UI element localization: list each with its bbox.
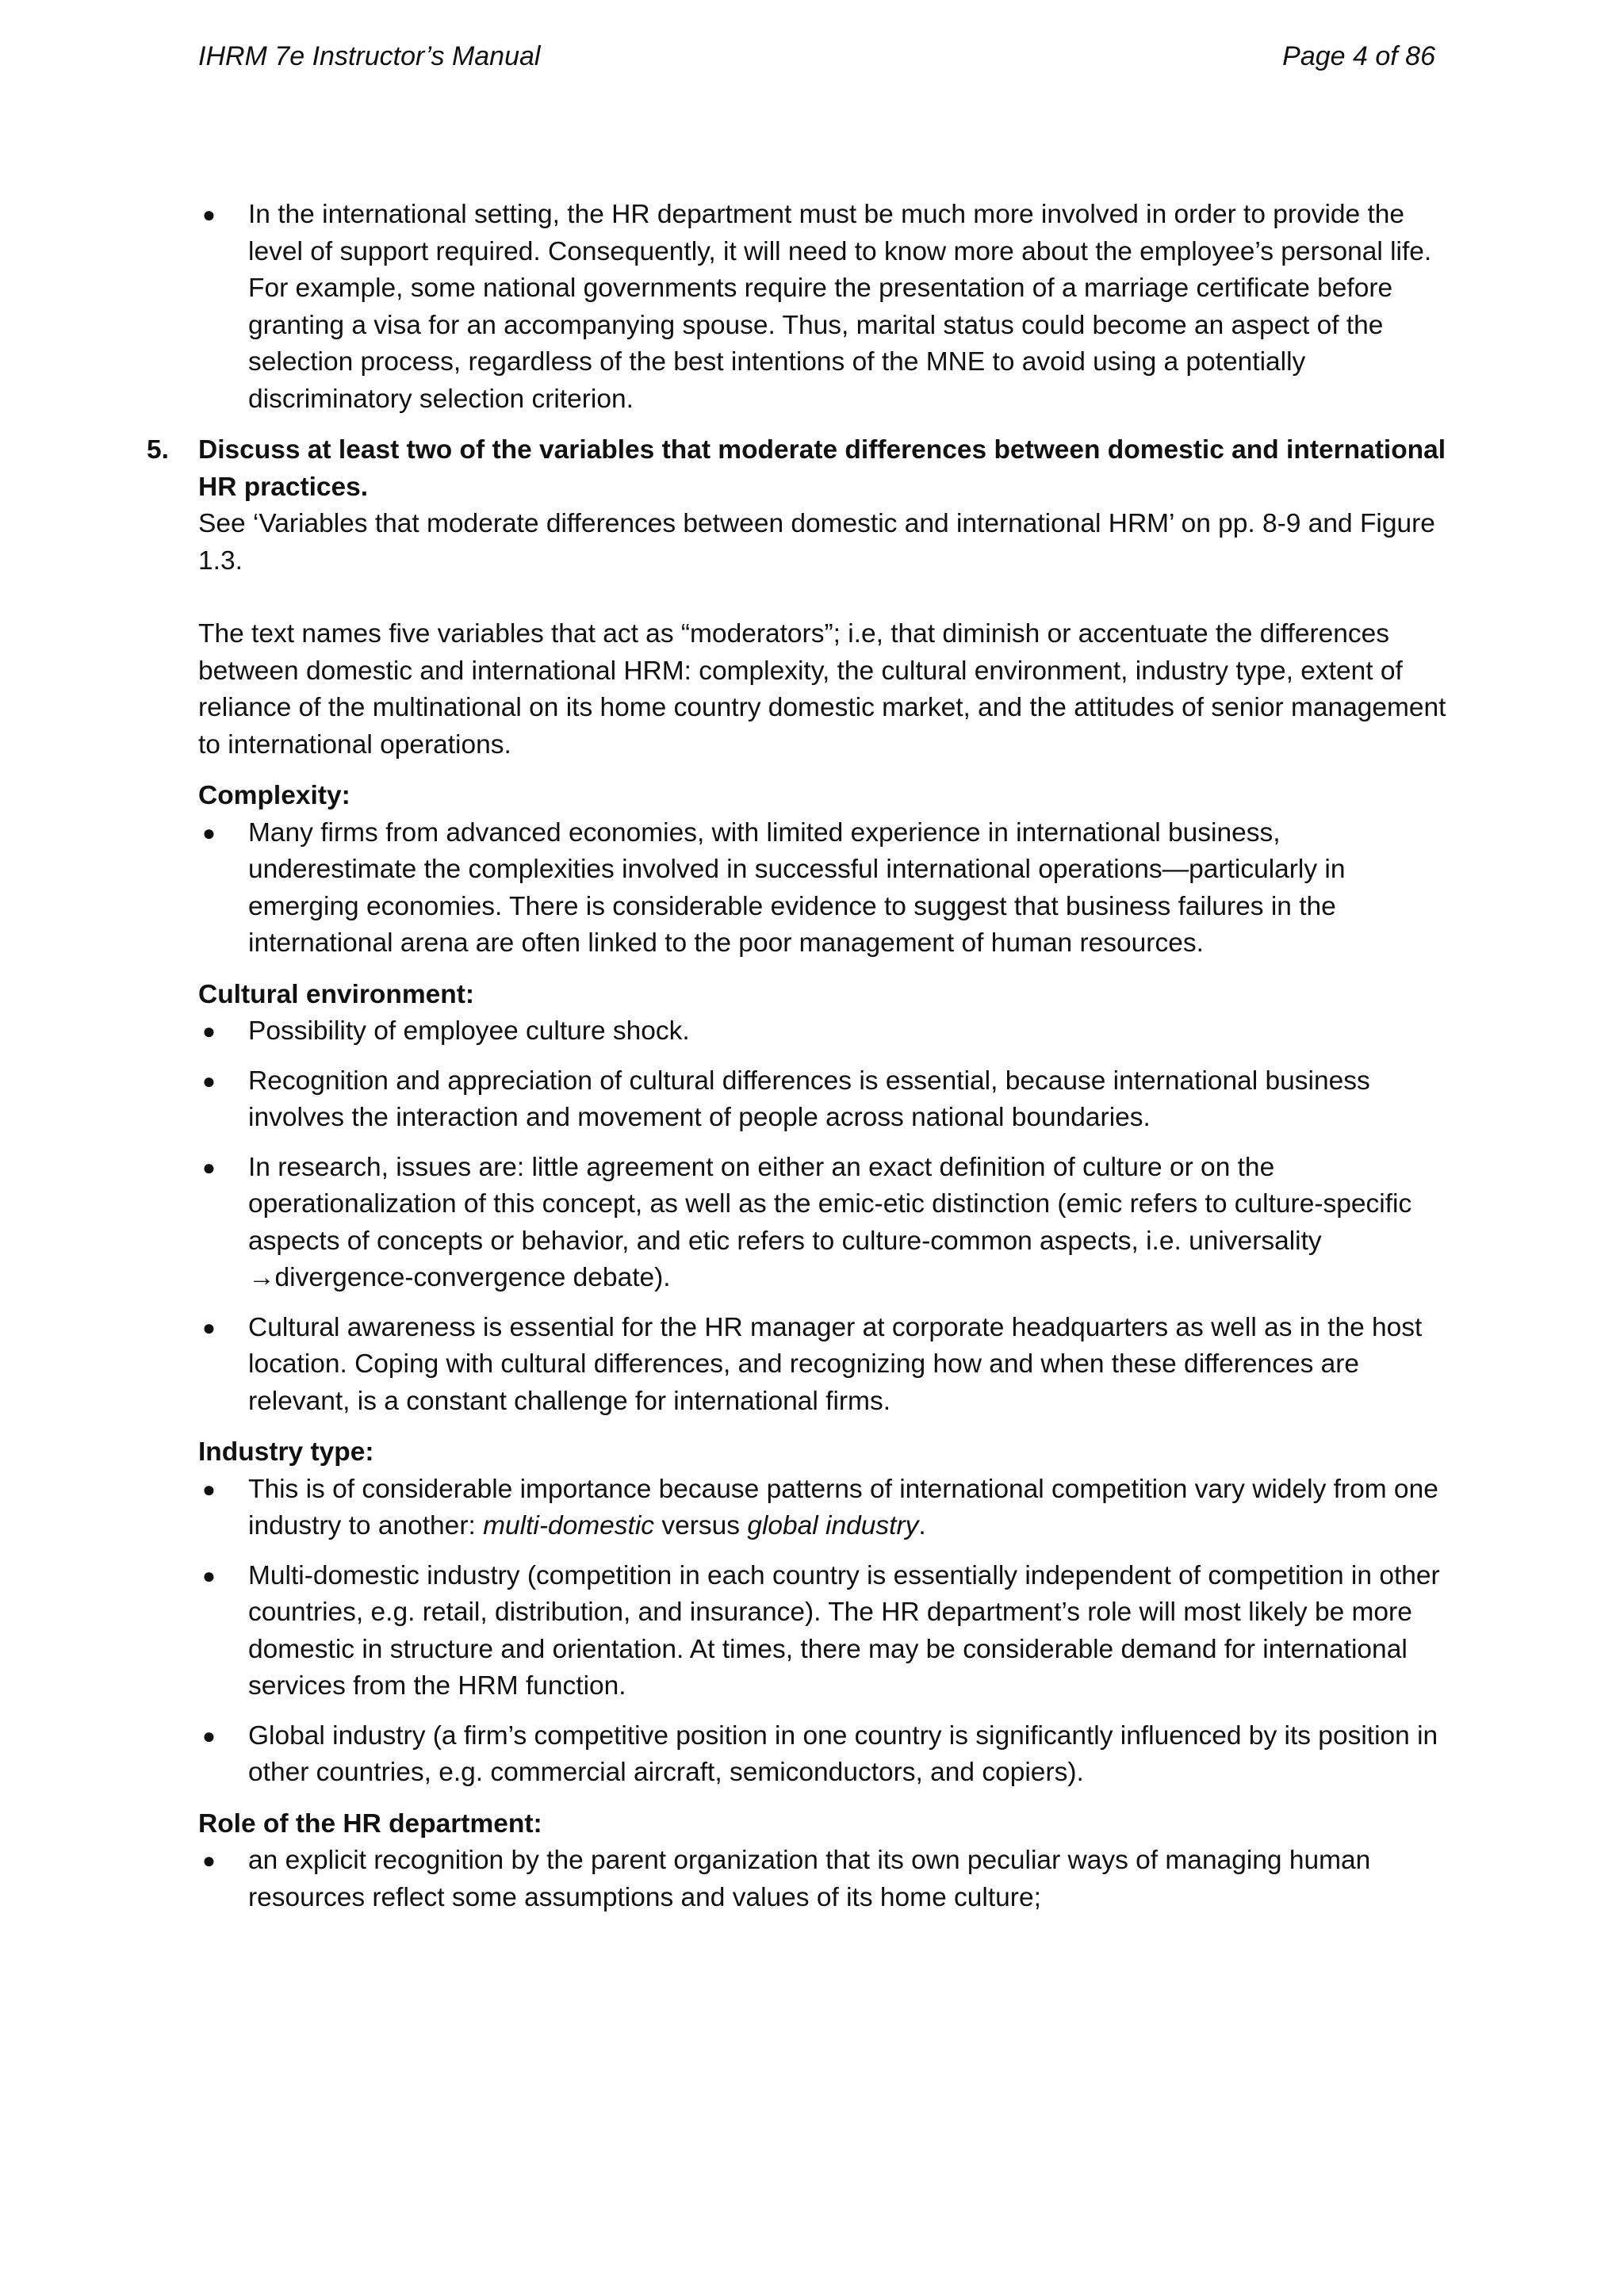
question-number: 5.: [147, 435, 169, 465]
list-item: [147, 1843, 1447, 1916]
question-block: [147, 432, 1447, 763]
question-reference: See ‘Variables that moderate differences between domestic and international HRM’ on pp. 8-9 and Figure 1.3.: [198, 509, 1435, 576]
bullet-icon: ●: [202, 1848, 216, 1873]
emphasis-global-industry: global industry: [747, 1511, 919, 1540]
bullet-icon: ●: [202, 1476, 216, 1502]
bullet-text-part: versus: [654, 1511, 748, 1540]
bullet-text: Many firms from advanced economies, with limited experience in international business, underestimate the complexities involved in successful international operations—particularly in emerging economies. There is considerable evidence to suggest that business failures in the international arena are often linked to the poor management of human resources.: [248, 817, 1346, 958]
section-heading-complexity: Complexity:: [198, 781, 350, 810]
list-item: [147, 1558, 1447, 1705]
list-item: [147, 1013, 1447, 1050]
section-heading-cultural: Cultural environment:: [198, 979, 475, 1009]
bullet-icon: ●: [202, 1019, 216, 1043]
emphasis-multi-domestic: multi-domestic: [483, 1511, 655, 1540]
list-item: [147, 1471, 1447, 1545]
bullet-icon: ●: [202, 1723, 216, 1748]
list-item: [147, 1063, 1447, 1137]
bullet-icon: ●: [202, 820, 216, 845]
list-item: [147, 815, 1447, 962]
bullet-text: In research, issues are: little agreement on either an exact definition of culture or on the operationalization of this concept, as well as the emic-etic distinction (emic refers to culture-specific aspects of concepts or behavior, and etic refers to culture-common aspects, i.e. universality →divergence-convergence debate).: [248, 1152, 1412, 1292]
bullet-text: Global industry (a firm’s competitive position in one country is significantly influenced by its position in other countries, e.g. commercial aircraft, semiconductors, and copiers).: [248, 1720, 1438, 1787]
bullet-text: Cultural awareness is essential for the HR manager at corporate headquarters as well as in the host location. Coping with cultural differences, and recognizing how and when these differences are relevant, is a constant challenge for international firms.: [248, 1312, 1423, 1416]
bullet-text: [248, 1471, 1447, 1545]
list-item: [147, 197, 1447, 418]
main-content: [147, 197, 1447, 1916]
bullet-text: an explicit recognition by the parent organization that its own peculiar ways of managing human resources reflect some assumptions and values of its home culture;: [248, 1846, 1371, 1912]
list-item: [147, 1150, 1447, 1297]
bullet-icon: ●: [202, 1154, 216, 1180]
question-title: Discuss at least two of the variables that moderate differences between domestic and international HR practices.: [198, 435, 1446, 502]
section-heading-industry: Industry type:: [198, 1437, 374, 1467]
bullet-text: Possibility of employee culture shock.: [248, 1016, 690, 1046]
bullet-text: Multi-domestic industry (competition in each country is essentially independent of competition in other countries, e.g. retail, distribution, and insurance). The HR department’s role will most likely be more domestic in structure and orientation. At times, there may be considerable demand for international services from the HRM function.: [248, 1560, 1440, 1701]
manual-title: IHRM 7e Instructor’s Manual: [198, 41, 541, 71]
bullet-text-part: .: [918, 1511, 926, 1540]
list-item: [147, 1718, 1447, 1792]
page-header: [198, 36, 1435, 76]
bullet-icon: ●: [202, 1068, 216, 1093]
bullet-icon: ●: [202, 1314, 216, 1340]
bullet-text-part: This is of considerable importance because patterns of international competition vary widely from one industry to another:: [248, 1474, 1438, 1540]
bullet-text: In the international setting, the HR department must be much more involved in order to provide the level of support required. Consequently, it will need to know more about the employee’s personal life. For example, some national governments require the presentation of a marriage certificate before granting a visa for an accompanying spouse. Thus, marital status could become an aspect of the selection process, regardless of the best intentions of the MNE to avoid using a potentially discriminatory selection criterion.: [248, 200, 1432, 414]
bullet-icon: ●: [202, 1563, 216, 1588]
bullet-icon: ●: [202, 202, 216, 227]
page-number: Page 4 of 86: [1282, 41, 1435, 71]
bullet-text: Recognition and appreciation of cultural differences is essential, because international business involves the interaction and movement of people across national boundaries.: [248, 1066, 1370, 1132]
list-item: [147, 1310, 1447, 1421]
question-paragraph: The text names five variables that act as “moderators”; i.e, that diminish or accentuate the differences between domestic and international HRM: complexity, the cultural environment, industry type, extent of reliance of the multinational on its home country domestic market, and the attitudes of senior management to international operations.: [198, 619, 1446, 760]
section-heading-role: Role of the HR department:: [198, 1808, 542, 1839]
